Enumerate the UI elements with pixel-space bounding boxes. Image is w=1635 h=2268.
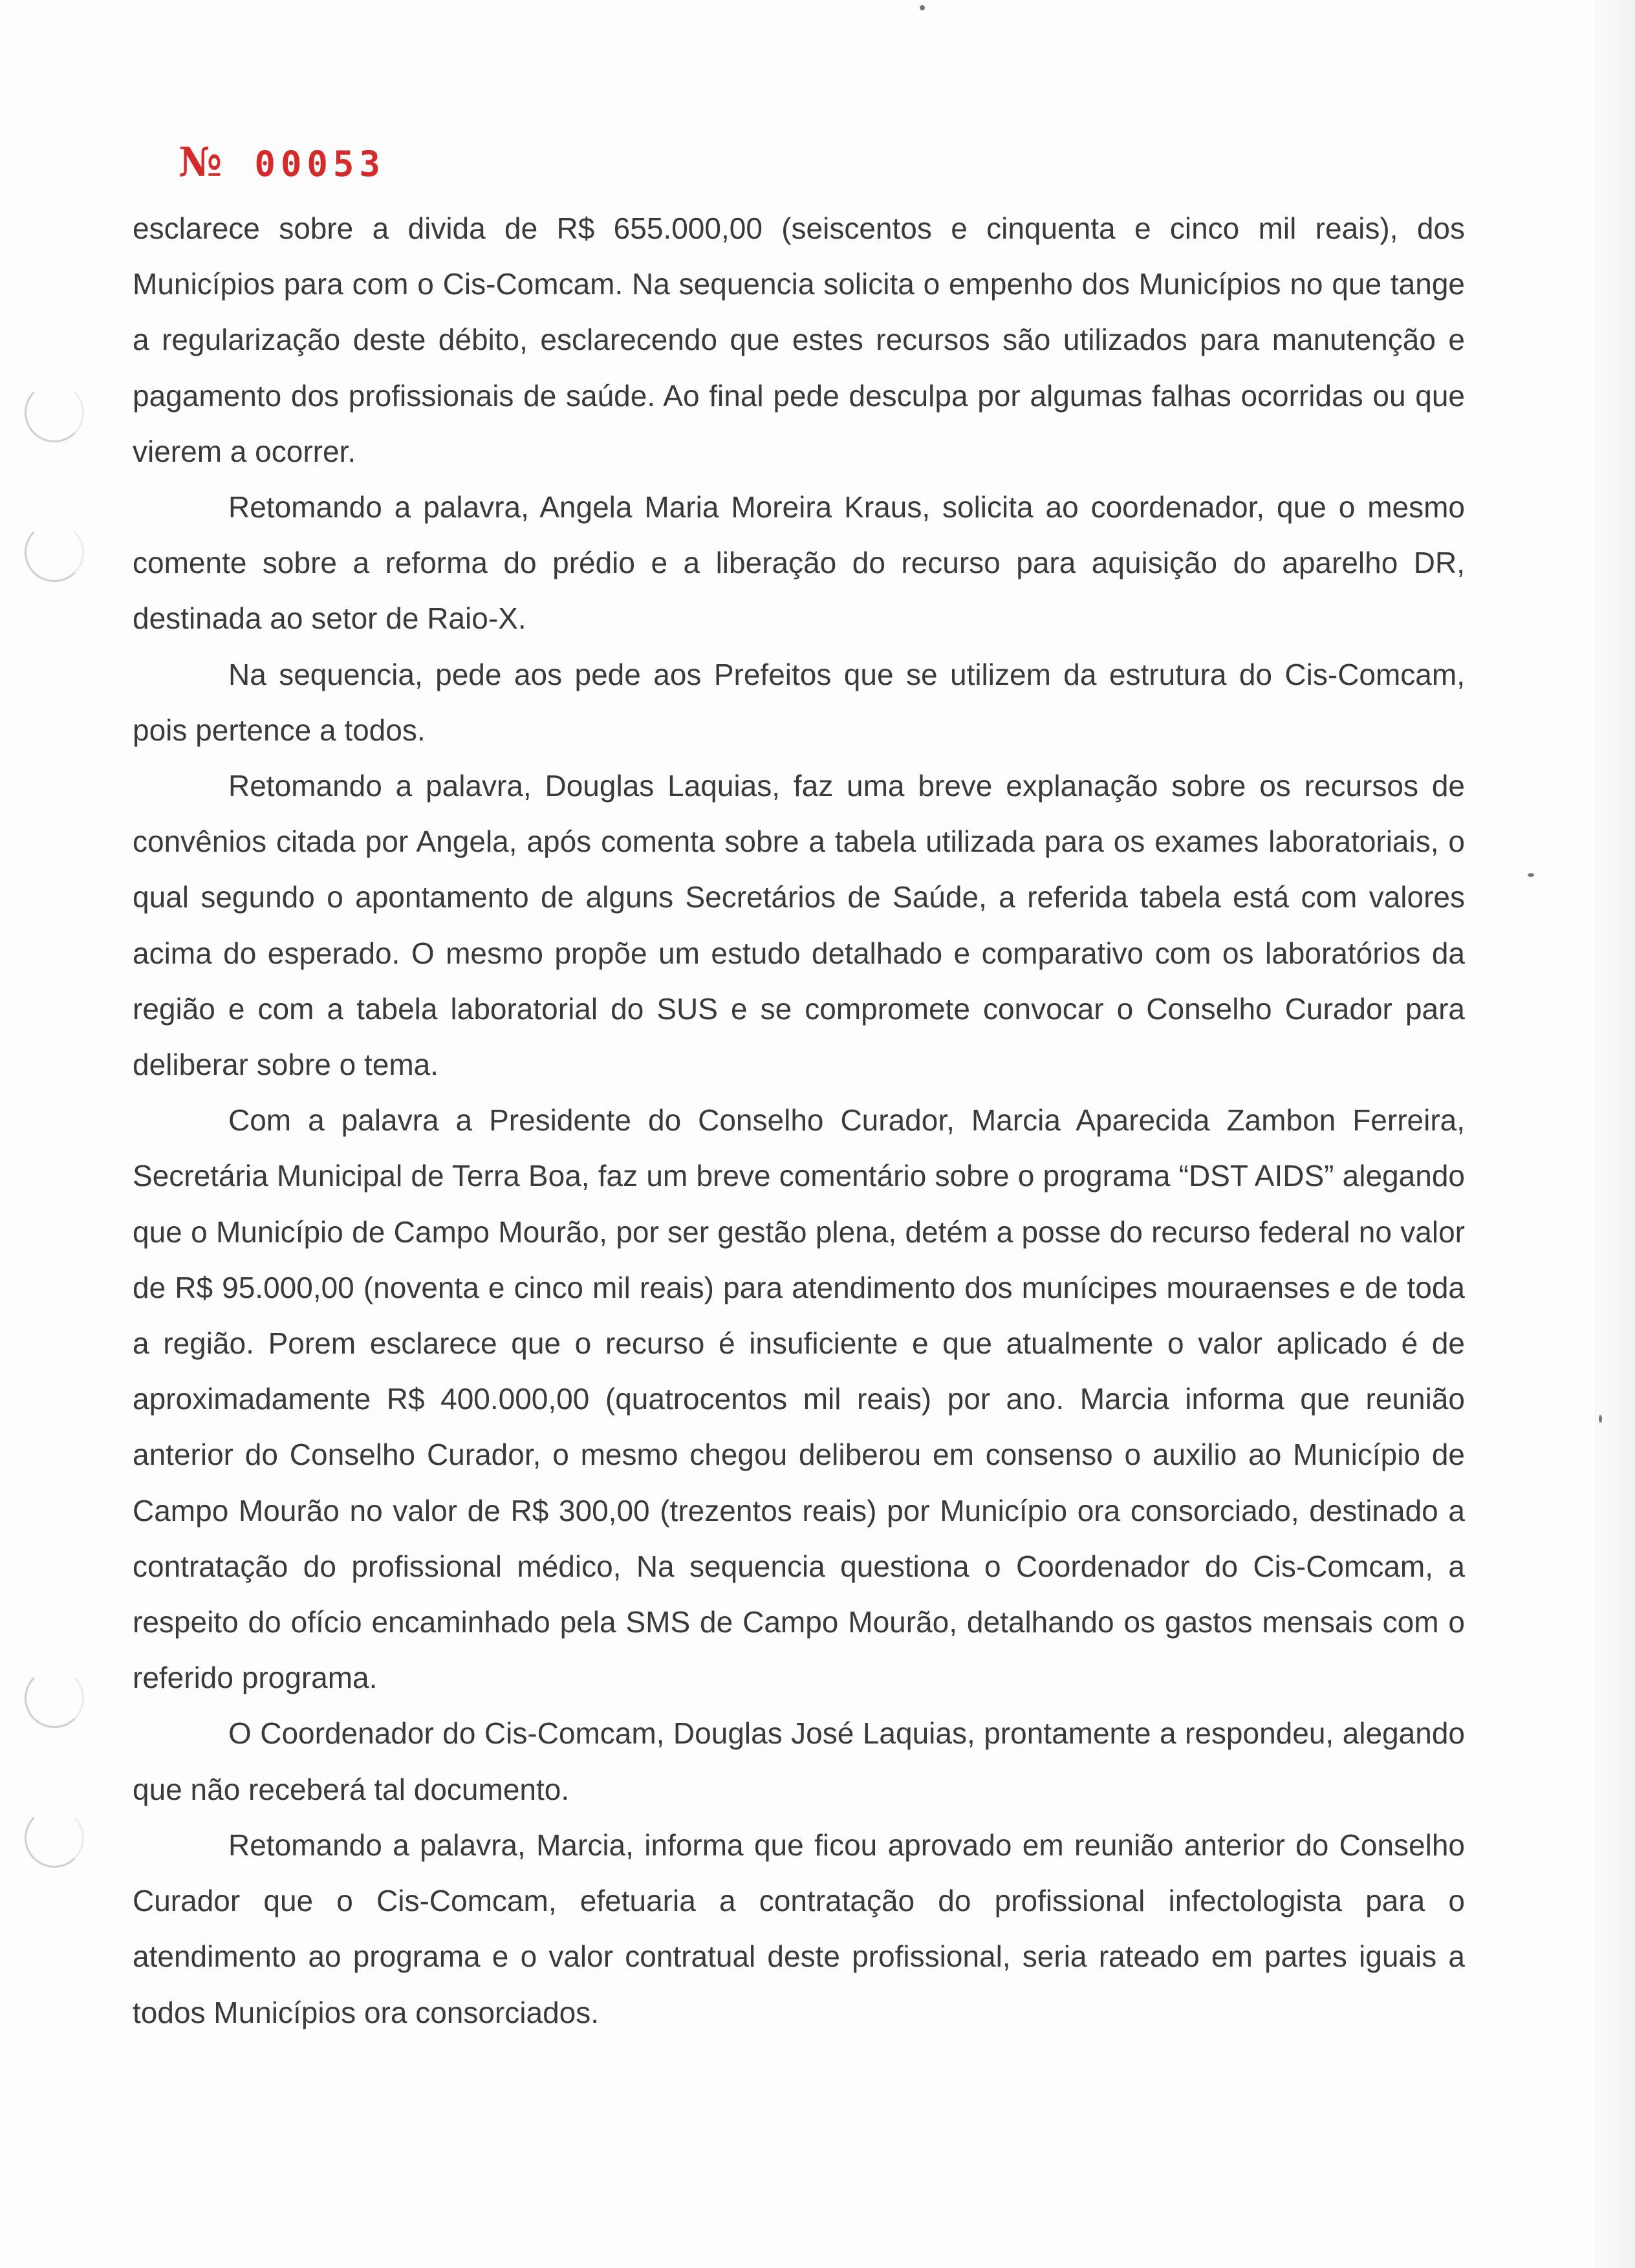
number-symbol: № xyxy=(179,138,222,186)
punch-hole xyxy=(25,1808,84,1868)
document-number-stamp xyxy=(179,138,385,186)
paragraph: Retomando a palavra, Angela Maria Moreira Kraus, solicita ao coordenador, que o mesmo comente sobre a reforma do prédio e a liberação do recurso para aquisição do aparelho DR, destinada ao setor de Raio-X. xyxy=(133,490,1465,636)
paragraph: Retomando a palavra, Douglas Laquias, faz uma breve explanação sobre os recursos de convênios citada por Angela, após comenta sobre a tabela utilizada para os exames laboratoriais, o qual segundo o apontamento de alguns Secretários de Saúde, a referida tabela está com valores acima do esperado. O mesmo propõe um estudo detalhado e comparativo com os laboratórios da região e com a tabela laboratorial do SUS e se compromete convocar o Conselho Curador para deliberar sobre o tema. xyxy=(133,769,1465,1082)
scan-speck xyxy=(1599,1415,1602,1423)
paragraph: Com a palavra a Presidente do Conselho Curador, Marcia Aparecida Zambon Ferreira, Secretária Municipal de Terra Boa, faz um breve comentário sobre o programa “DST AIDS” alegando que o Município de Campo Mourão, por ser gestão plena, detém a posse do recurso federal no valor de R$ 95.000,00 (noventa e cinco mil reais) para atendimento dos munícipes mouraenses e de toda a região. Porem esclarece que o recurso é insuficiente e que atualmente o valor aplicado é de aproximadamente R$ 400.000,00 (quatrocentos mil reais) por ano. Marcia informa que reunião anterior do Conselho Curador, o mesmo chegou deliberou em consenso o auxilio ao Município de Campo Mourão no valor de R$ 300,00 (trezentos reais) por Município ora consorciado, destinado a contratação do profissional médico, Na sequencia questiona o Coordenador do Cis-Comcam, a respeito do ofício encaminhado pela SMS de Campo Mourão, detalhando os gastos mensais com o referido programa. xyxy=(133,1103,1465,1695)
scan-speck xyxy=(1528,873,1534,877)
minutes-body xyxy=(133,200,1465,2040)
punch-hole xyxy=(25,1669,84,1728)
document-number: 00053 xyxy=(254,144,385,184)
paragraph: Na sequencia, pede aos pede aos Prefeitos que se utilizem da estrutura do Cis-Comcam, pois pertence a todos. xyxy=(133,657,1465,747)
punch-hole xyxy=(25,523,84,582)
paragraph: Retomando a palavra, Marcia, informa que ficou aprovado em reunião anterior do Conselho Curador que o Cis-Comcam, efetuaria a contratação do profissional infectologista para o atendimento ao programa e o valor contratual deste profissional, seria rateado em partes iguais a todos Municípios ora consorciados. xyxy=(133,1828,1465,2029)
page-edge xyxy=(1596,0,1635,2268)
paragraph: O Coordenador do Cis-Comcam, Douglas José Laquias, prontamente a respondeu, alegando que não receberá tal documento. xyxy=(133,1716,1465,1806)
punch-hole xyxy=(25,383,84,442)
paragraph: esclarece sobre a divida de R$ 655.000,00 (seiscentos e cinquenta e cinco mil reais), dos Municípios para com o Cis-Comcam. Na sequencia solicita o empenho dos Municípios no que tange a regularização deste débito, esclarecendo que estes recursos são utilizados para manutenção e pagamento dos profissionais de saúde. Ao final pede desculpa por algumas falhas ocorridas ou que vierem a ocorrer. xyxy=(133,211,1465,468)
scan-speck xyxy=(920,5,925,10)
